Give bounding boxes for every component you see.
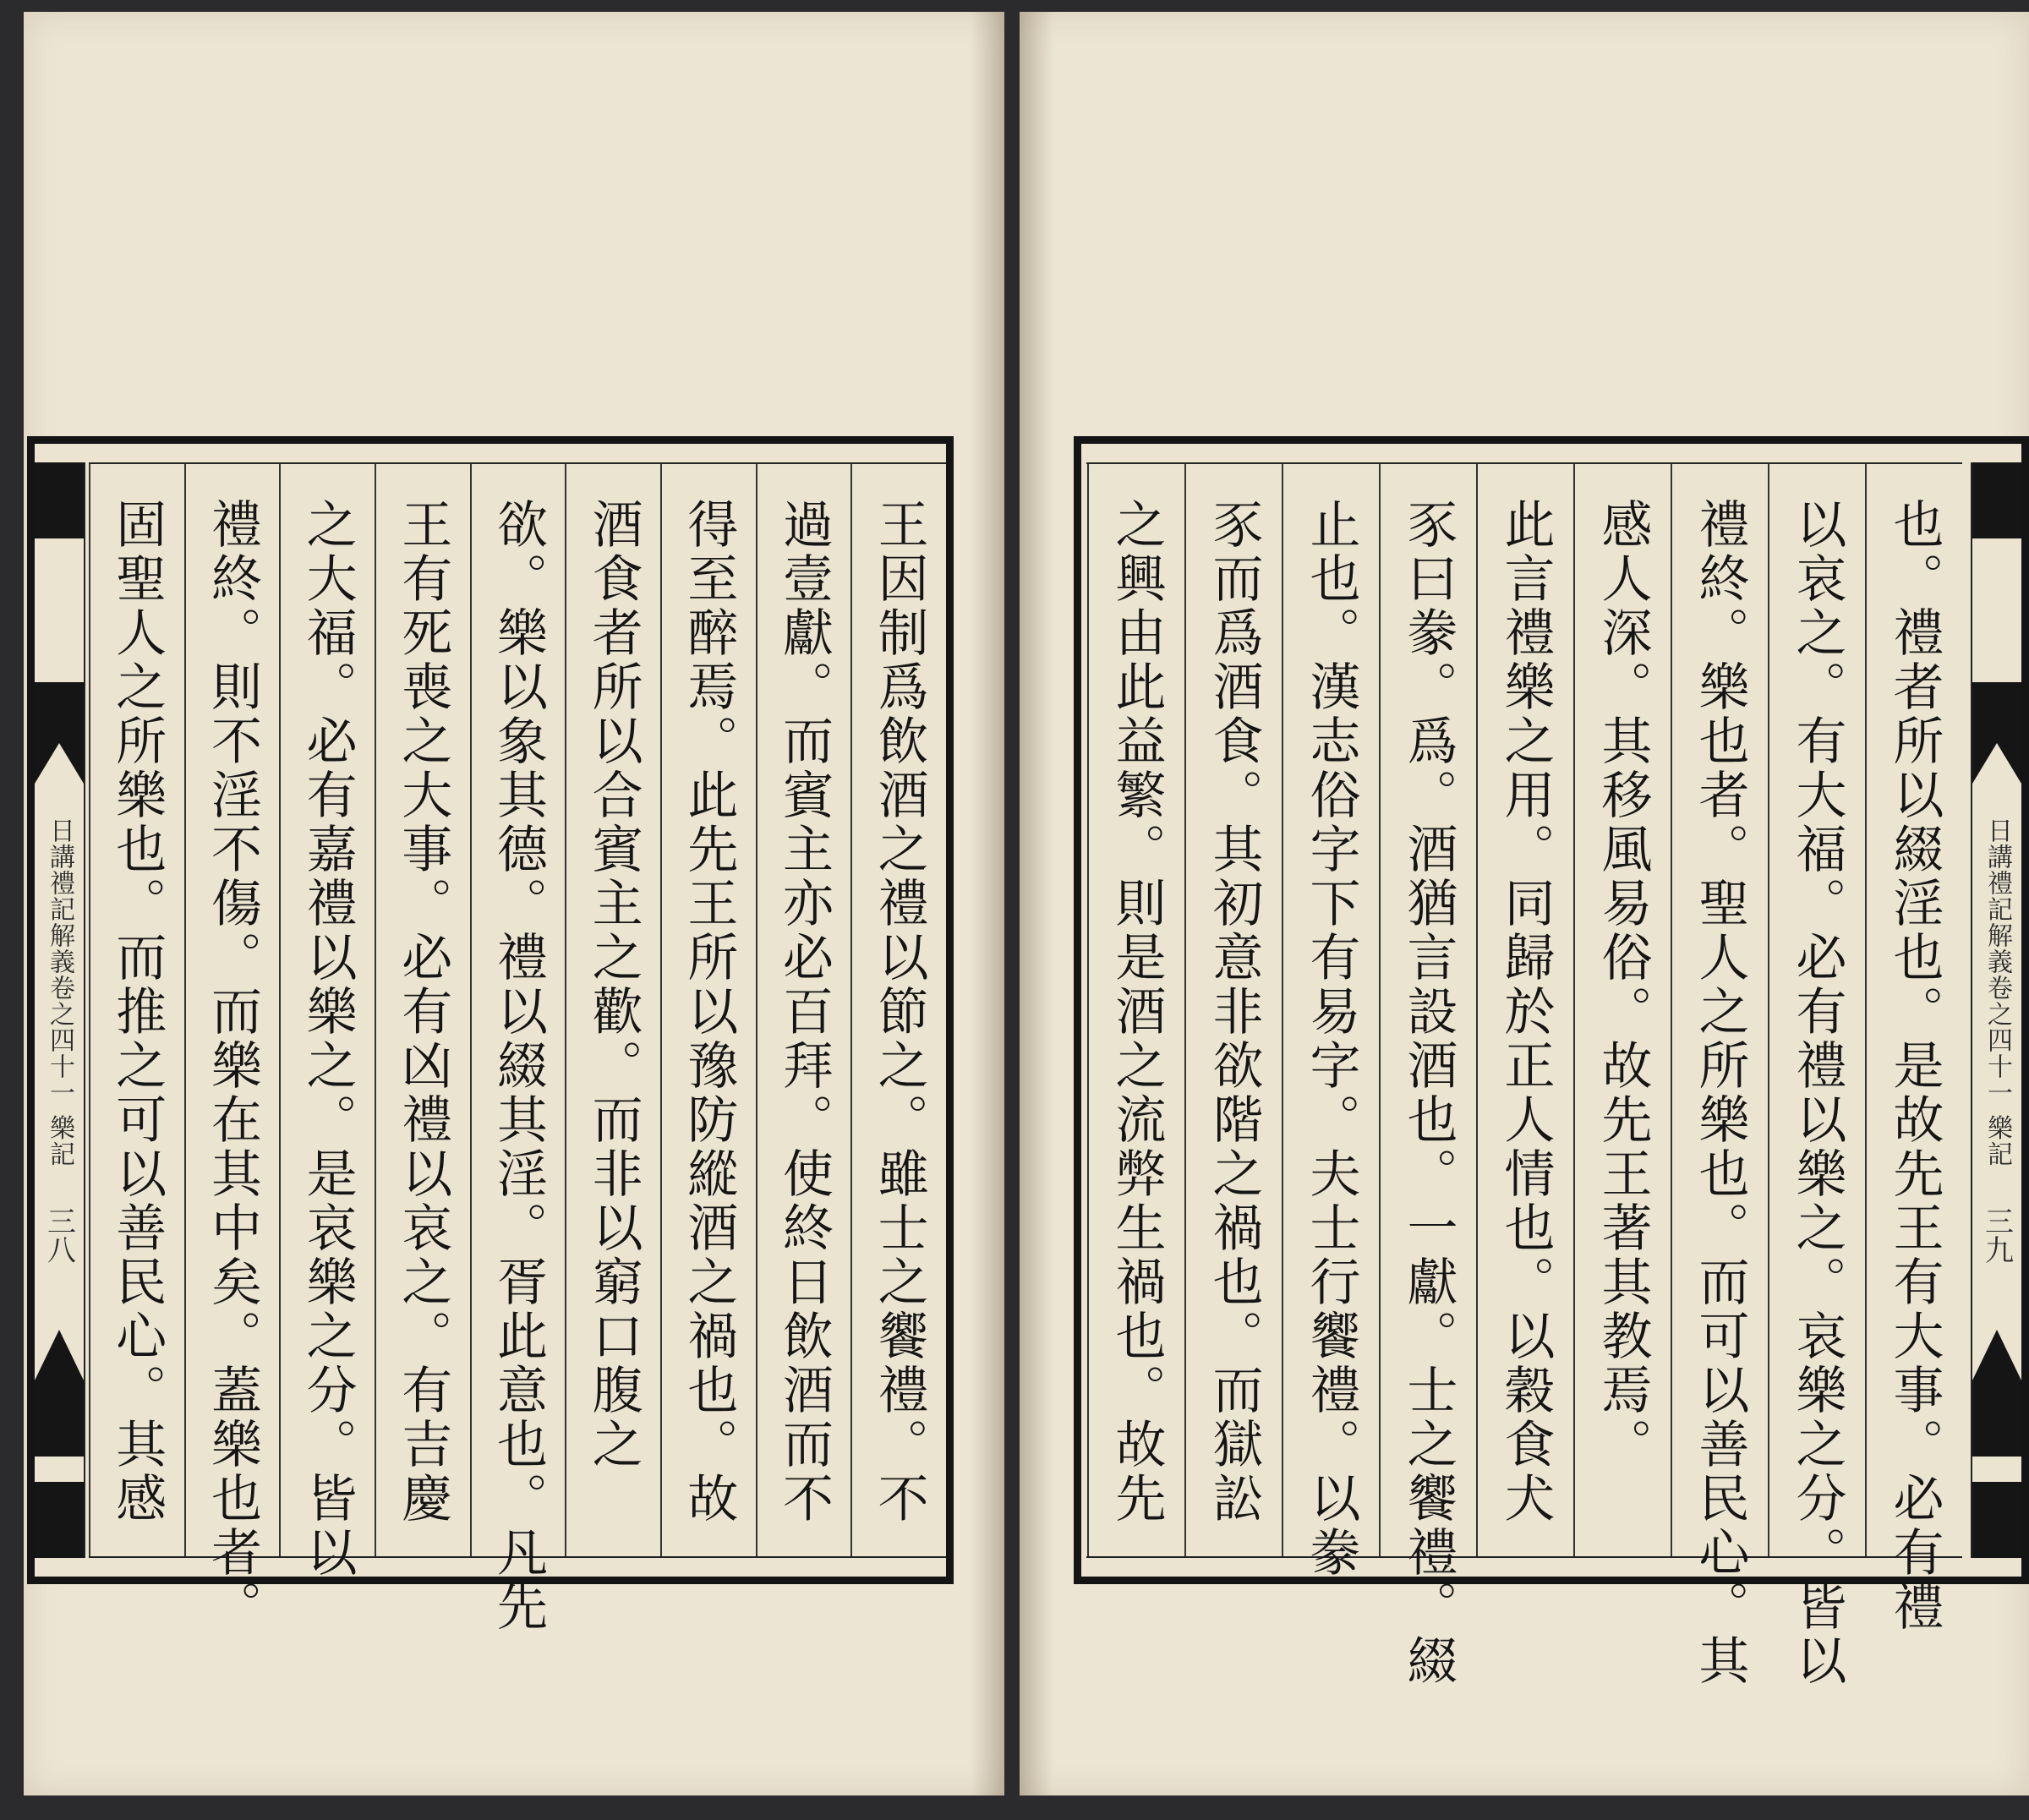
text-column (1282, 464, 1379, 1580)
column-text: 感人深。其移風易俗。故先王著其教焉。 (1593, 498, 1653, 1472)
column-text: 禮終。則不淫不傷。而樂在其中矣。蓋樂也者。 (202, 498, 262, 1634)
text-column (850, 464, 946, 1556)
banxin-page-number: 三八 (41, 1206, 76, 1264)
column-text: 豕曰豢。爲。酒猶言設酒也。一獻。士之饗禮。綴 (1398, 498, 1458, 1688)
column-text: 之大福。必有嘉禮以樂之。是哀樂之分。皆以 (298, 498, 358, 1580)
text-column (470, 464, 566, 1634)
left-text-frame (27, 436, 954, 1634)
column-text: 止也。漢志俗字下有易字。夫士行饗禮。以豢 (1301, 498, 1361, 1580)
banxin-title: 日講禮記解義卷之四十一 樂記 (1983, 817, 2012, 1167)
text-column (1768, 464, 1865, 1688)
text-column (1476, 464, 1573, 1556)
column-text: 固聖人之所樂也。而推之可以善民心。其感 (107, 498, 167, 1526)
right-text-frame (1074, 436, 2029, 1688)
left-page (24, 12, 1004, 1795)
text-column (1671, 464, 1768, 1688)
text-column (89, 464, 184, 1556)
column-text: 王因制爲飲酒之禮以節之。雖士之饗禮。不 (869, 498, 929, 1526)
black-mouth-bottom (1972, 1482, 2021, 1558)
banxin-page-number: 三九 (1979, 1206, 2014, 1264)
column-text: 過壹獻。而賓主亦必百拜。使終日飲酒而不 (774, 498, 834, 1526)
right-page (1020, 12, 2029, 1795)
column-text: 得至醉焉。此先王所以豫防縱酒之禍也。故 (679, 498, 739, 1526)
text-column (1573, 464, 1671, 1556)
text-column (184, 464, 280, 1634)
fish-tail-top-icon (1972, 682, 2021, 784)
column-text: 禮終。樂也者。聖人之所樂也。而可以善民心。其 (1690, 498, 1750, 1688)
text-column (756, 464, 851, 1556)
banxin-title: 日講禮記解義卷之四十一 樂記 (45, 817, 74, 1167)
spine-shadow (1020, 12, 1053, 1795)
fish-tail-bottom-icon (1972, 1330, 2021, 1457)
spine-shadow (971, 12, 1004, 1795)
right-columns (1086, 462, 1962, 1688)
fish-tail-top-icon (35, 682, 84, 784)
text-column (279, 464, 375, 1580)
text-column (1865, 464, 1962, 1634)
black-mouth-top (35, 462, 84, 538)
column-text: 酒食者所以合賓主之歡。而非以窮口腹之 (583, 498, 643, 1472)
left-columns (89, 462, 946, 1634)
column-text: 也。禮者所以綴淫也。是故先王有大事。必有禮 (1884, 498, 1944, 1634)
fish-tail-bottom-icon (35, 1330, 84, 1457)
text-column (565, 464, 660, 1556)
column-text: 以哀之。有大福。必有禮以樂之。哀樂之分。皆以 (1787, 498, 1847, 1688)
black-mouth-top (1972, 462, 2021, 538)
left-banxin (35, 462, 85, 1558)
text-column (1087, 464, 1184, 1556)
column-text: 之興由此益繁。則是酒之流弊生禍也。故先 (1107, 498, 1167, 1526)
column-text: 欲。樂以象其德。禮以綴其淫。胥此意也。凡先 (488, 498, 548, 1634)
black-mouth-bottom (35, 1482, 84, 1558)
column-text: 王有死喪之大事。必有凶禮以哀之。有吉慶 (393, 498, 453, 1526)
text-column (660, 464, 756, 1556)
text-column (1379, 464, 1476, 1688)
right-banxin (1971, 462, 2021, 1558)
text-column (1184, 464, 1282, 1556)
column-text: 豕而爲酒食。其初意非欲階之禍也。而獄訟 (1204, 498, 1264, 1526)
column-text: 此言禮樂之用。同歸於正人情也。以穀食犬 (1496, 498, 1556, 1526)
text-column (375, 464, 470, 1556)
